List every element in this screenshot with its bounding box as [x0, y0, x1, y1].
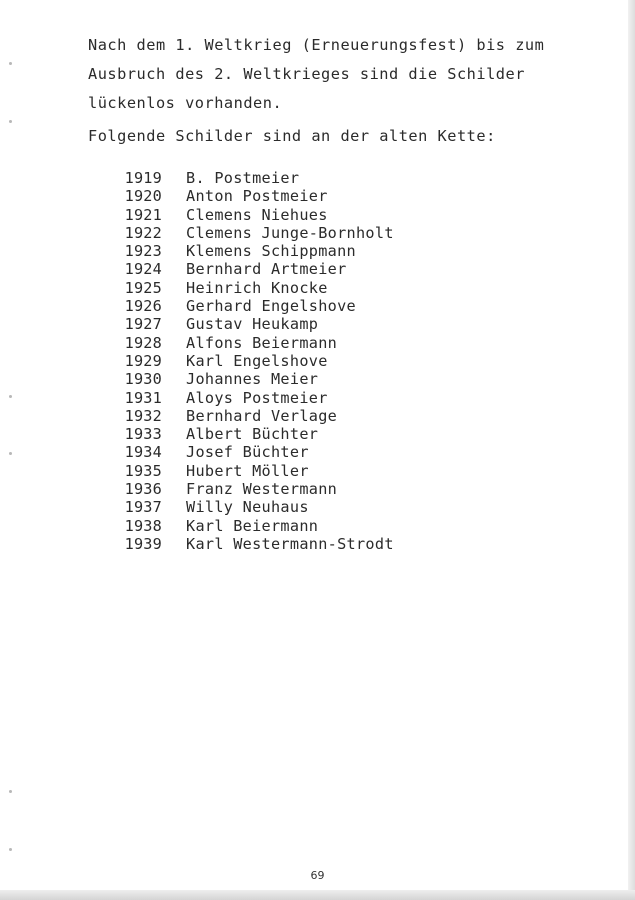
shield-list: [118, 169, 438, 553]
list-item: [118, 462, 438, 480]
entry-year: 1929: [124, 351, 162, 370]
list-item: [118, 407, 438, 425]
entry-year: 1937: [124, 498, 162, 517]
entry-year: 1924: [124, 260, 162, 279]
list-item: [118, 315, 438, 333]
list-item: [118, 352, 438, 370]
intro-paragraph: [88, 31, 588, 118]
list-item: [118, 370, 438, 388]
entry-year: 1938: [124, 516, 162, 535]
entry-year: 1921: [124, 205, 162, 224]
list-item: [118, 224, 438, 242]
list-item: [118, 389, 438, 407]
punch-hole-mark: [9, 848, 12, 851]
entry-name: Bernhard Artmeier: [186, 260, 347, 279]
entry-year: 1934: [124, 443, 162, 462]
entry-year: 1935: [124, 461, 162, 480]
entry-name: Willy Neuhaus: [186, 498, 309, 517]
list-item: [118, 443, 438, 461]
entry-year: 1933: [124, 425, 162, 444]
list-heading: Folgende Schilder sind an der alten Kette:: [88, 127, 496, 145]
punch-hole-mark: [9, 395, 12, 398]
entry-name: Clemens Junge-Bornholt: [186, 223, 394, 242]
entry-name: Anton Postmeier: [186, 187, 328, 206]
list-item: [118, 242, 438, 260]
list-item: [118, 334, 438, 352]
entry-name: Gerhard Engelshove: [186, 297, 356, 316]
page-edge-right: [628, 0, 635, 900]
entry-year: 1939: [124, 534, 162, 553]
punch-hole-mark: [9, 120, 12, 123]
entry-name: Karl Beiermann: [186, 516, 319, 535]
intro-line: Nach dem 1. Weltkrieg (Erneuerungsfest) bis zum: [88, 36, 545, 54]
list-item: [118, 297, 438, 315]
entry-year: 1931: [124, 388, 162, 407]
intro-line: lückenlos vorhanden.: [88, 94, 283, 112]
entry-name: Clemens Niehues: [186, 205, 328, 224]
intro-line: Ausbruch des 2. Weltkrieges sind die Schilder: [88, 65, 525, 83]
entry-year: 1920: [124, 187, 162, 206]
list-item: [118, 425, 438, 443]
entry-year: 1923: [124, 242, 162, 261]
entry-name: Karl Westermann-Strodt: [186, 534, 394, 553]
entry-name: Johannes Meier: [186, 370, 319, 389]
entry-name: Josef Büchter: [186, 443, 309, 462]
entry-name: Albert Büchter: [186, 425, 319, 444]
list-item: [118, 279, 438, 297]
entry-name: Gustav Heukamp: [186, 315, 319, 334]
entry-name: Aloys Postmeier: [186, 388, 328, 407]
list-item: [118, 535, 438, 553]
list-item: [118, 169, 438, 187]
entry-year: 1927: [124, 315, 162, 334]
entry-name: Hubert Möller: [186, 461, 309, 480]
list-item: [118, 260, 438, 278]
entry-year: 1925: [124, 278, 162, 297]
entry-name: B. Postmeier: [186, 169, 300, 187]
punch-hole-mark: [9, 62, 12, 65]
entry-year: 1932: [124, 406, 162, 425]
entry-year: 1936: [124, 480, 162, 499]
entry-year: 1922: [124, 223, 162, 242]
entry-name: Klemens Schippmann: [186, 242, 356, 261]
entry-name: Bernhard Verlage: [186, 406, 338, 425]
entry-name: Franz Westermann: [186, 480, 338, 499]
entry-year: 1919: [124, 169, 162, 187]
list-item: [118, 480, 438, 498]
punch-hole-mark: [9, 790, 12, 793]
entry-name: Alfons Beiermann: [186, 333, 338, 352]
entry-name: Karl Engelshove: [186, 351, 328, 370]
list-item: [118, 517, 438, 535]
entry-name: Heinrich Knocke: [186, 278, 328, 297]
list-item: [118, 498, 438, 516]
punch-hole-mark: [9, 452, 12, 455]
entry-year: 1928: [124, 333, 162, 352]
list-item: [118, 187, 438, 205]
page-edge-bottom: [0, 890, 635, 900]
list-item: [118, 206, 438, 224]
entry-year: 1930: [124, 370, 162, 389]
page-number: 69: [310, 869, 325, 882]
entry-year: 1926: [124, 297, 162, 316]
